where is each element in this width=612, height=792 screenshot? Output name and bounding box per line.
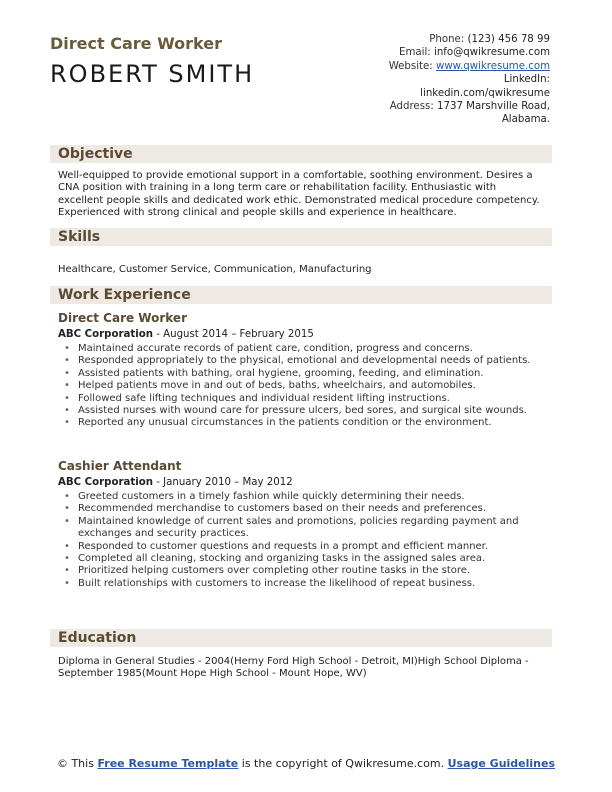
section-objective-heading: Objective	[50, 145, 552, 163]
education-text: Diploma in General Studies - 2004(Herny Ford High School - Detroit, MI)High School Diploma - September 1985(Mount Hope High School - Mount Hope, WV)	[58, 656, 529, 680]
website-line	[389, 60, 550, 73]
list-item: • Built relationships with customers to increase the likelihood of repeat business.	[78, 578, 544, 590]
job-entry	[58, 311, 544, 430]
job-entry	[58, 459, 544, 590]
address-label: Address:	[389, 101, 434, 113]
free-template-link[interactable]: Free Resume Template	[97, 757, 239, 770]
job-dates: - August 2014 – February 2015	[152, 329, 314, 340]
linkedin-label: LinkedIn:	[503, 74, 550, 86]
list-item: • Prioritized helping customers over completing other routine tasks in the store.	[78, 565, 544, 577]
phone-label: Phone:	[429, 34, 465, 45]
list-item: • Maintained knowledge of current sales and promotions, policies regarding payment and exchanges and security practices.	[78, 516, 544, 541]
list-item: • Completed all cleaning, stocking and organizing tasks in the assigned sales area.	[78, 553, 544, 565]
candidate-name: ROBERT SMITH	[50, 60, 255, 88]
job-role: Cashier Attendant	[58, 459, 182, 473]
list-item: • Recommended merchandise to customers based on their needs and preferences.	[78, 503, 544, 515]
skills-text: Healthcare, Customer Service, Communication, Manufacturing	[58, 264, 372, 275]
email-line	[389, 46, 550, 59]
contact-block	[389, 33, 550, 127]
job-company-dates	[58, 329, 544, 340]
job-company: ABC Corporation	[58, 329, 153, 340]
list-item: • Followed safe lifting techniques and individual resident lifting instructions.	[78, 393, 544, 405]
job-dates: - January 2010 – May 2012	[152, 477, 293, 488]
phone-value: (123) 456 78 99	[467, 34, 550, 45]
footer-prefix: © This	[56, 757, 98, 770]
email-label: Email:	[399, 47, 431, 59]
address-line2: Alabama.	[501, 114, 550, 126]
job-company: ABC Corporation	[58, 477, 153, 488]
list-item: • Assisted patients with bathing, oral hygiene, grooming, feeding, and elimination.	[78, 368, 544, 380]
address-line1: 1737 Marshville Road,	[437, 101, 550, 113]
list-item: • Reported any unusual circumstances in the patients condition or the environment.	[78, 417, 544, 429]
website-link[interactable]: www.qwikresume.com	[435, 60, 550, 72]
phone-line	[389, 33, 550, 46]
job-role: Direct Care Worker	[58, 311, 187, 325]
job-title: Direct Care Worker	[50, 34, 222, 53]
address-line	[389, 100, 550, 113]
website-label: Website:	[388, 60, 433, 72]
objective-text: Well-equipped to provide emotional support in a comfortable, soothing environment. Desires a CNA position with training in a long term care or rehabilitation facility. Enthusiastic with excellent people skills and dedicated work ethic. Demonstrated medical procedure competency. Experienced with strong clinical and people skills and experience in healthcare.	[58, 170, 540, 219]
list-item: • Responded appropriately to the physical, emotional and developmental needs of patients.	[78, 355, 544, 367]
section-education-heading: Education	[50, 629, 552, 647]
list-item: • Responded to customer questions and requests in a prompt and efficient manner.	[78, 541, 544, 553]
section-work-heading: Work Experience	[50, 286, 552, 304]
footer-middle: is the copyright of Qwikresume.com.	[238, 757, 448, 770]
list-item: • Assisted nurses with wound care for pressure ulcers, bed sores, and surgical site wounds.	[78, 405, 544, 417]
section-skills-heading: Skills	[50, 228, 552, 246]
list-item: • Greeted customers in a timely fashion while quickly determining their needs.	[78, 491, 544, 503]
linkedin-value: linkedin.com/qwikresume	[420, 87, 550, 99]
job-bullets	[58, 491, 544, 590]
copyright-footer	[0, 757, 612, 771]
list-item: • Maintained accurate records of patient care, condition, progress and concerns.	[78, 343, 544, 355]
list-item: • Helped patients move in and out of beds, baths, wheelchairs, and automobiles.	[78, 380, 544, 392]
job-company-dates	[58, 477, 544, 488]
usage-guidelines-link[interactable]: Usage Guidelines	[447, 757, 556, 770]
job-bullets	[58, 343, 544, 430]
email-value: info@qwikresume.com	[433, 47, 550, 59]
